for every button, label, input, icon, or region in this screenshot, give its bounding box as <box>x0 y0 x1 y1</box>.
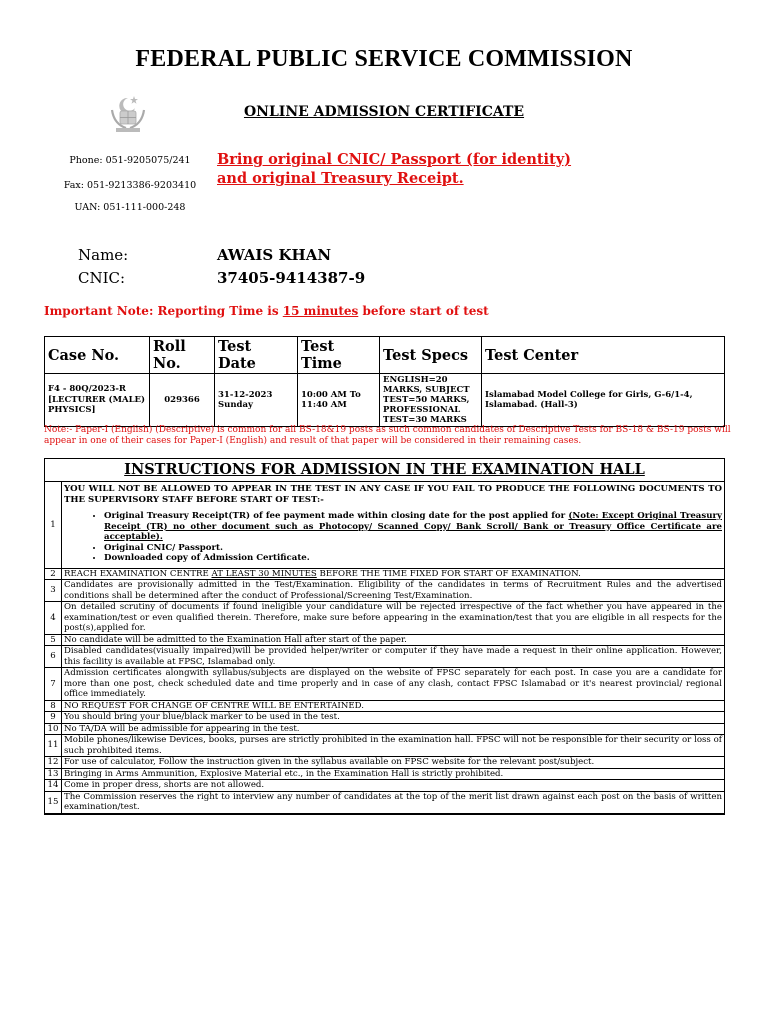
header-test-specs: Test Specs <box>380 337 482 374</box>
test-table-row <box>45 374 725 427</box>
header-case-no: Case No. <box>45 337 150 374</box>
instructions-table <box>44 458 725 815</box>
instruction-number: 2 <box>45 568 62 580</box>
treasury-receipt-note: (Note: Except Original Treasury Receipt (TR) no other document such as Photocopy/ Scanned Copy/ Bank Scroll/ Bank or Treasury Office Certificate are acceptable). <box>104 511 722 542</box>
instruction-row <box>45 700 725 712</box>
important-note-prefix: Important Note: Reporting Time is <box>44 304 283 318</box>
instruction-row <box>45 646 725 668</box>
instruction-text: You should bring your blue/black marker to be used in the test. <box>62 712 725 724</box>
instruction-2-pre: REACH EXAMINATION CENTRE <box>64 568 212 579</box>
fax-number: Fax: 051-9213386-9203410 <box>63 180 197 191</box>
instruction-row <box>45 634 725 646</box>
case-no-line: [LECTURER (MALE) <box>48 394 146 405</box>
certificate-subtitle: ONLINE ADMISSION CERTIFICATE <box>243 104 525 120</box>
test-specs-cell <box>380 374 482 427</box>
instruction-number: 14 <box>45 780 62 792</box>
instruction-row <box>45 712 725 724</box>
instruction-text: No candidate will be admitted to the Examination Hall after start of the paper. <box>62 634 725 646</box>
important-note-suffix: before start of test <box>358 304 489 318</box>
instruction-1-intro: YOU WILL NOT BE ALLOWED TO APPEAR IN THE TEST IN ANY CASE IF YOU FAIL TO PRODUCE THE FOLLOWING DOCUMENTS TO THE SUPERVISORY STAFF BEFORE START OF TEST:- <box>64 484 722 505</box>
instruction-number: 3 <box>45 580 62 602</box>
instructions-heading-row <box>45 459 725 482</box>
case-no-cell <box>45 374 150 427</box>
list-item: • Original CNIC/ Passport. <box>104 543 722 554</box>
candidate-cnic: 37405-9414387-9 <box>217 269 366 287</box>
instruction-row <box>45 668 725 701</box>
instruction-row <box>45 780 725 792</box>
name-label: Name: <box>78 246 129 264</box>
cnic-label: CNIC: <box>78 269 126 287</box>
important-note <box>44 304 489 318</box>
instruction-2-post: BEFORE THE TIME FIXED FOR START OF EXAMINATION. <box>316 568 581 579</box>
bring-notice-line1: Bring original CNIC/ Passport (for identity) <box>217 151 572 168</box>
instruction-text: Candidates are provisionally admitted in the Test/Examination. Eligibility of the candidates in terms of Recruitment Rules and the advertised conditions shall be determined after the conduct of Professional/Screening Test/Examination. <box>62 580 725 602</box>
instruction-number: 9 <box>45 712 62 724</box>
instruction-text: Come in proper dress, shorts are not allowed. <box>62 780 725 792</box>
instruction-text: No TA/DA will be admissible for appearing in the test. <box>62 723 725 735</box>
instruction-text <box>62 568 725 580</box>
instruction-number: 8 <box>45 700 62 712</box>
treasury-receipt-text: Original Treasury Receipt(TR) of fee payment made within closing date for the post applied for <box>104 511 569 521</box>
case-no-line: PHYSICS] <box>48 405 96 416</box>
test-time-cell <box>298 374 380 427</box>
header-test-date: Test Date <box>215 337 298 374</box>
instruction-text: NO REQUEST FOR CHANGE OF CENTRE WILL BE ENTERTAINED. <box>62 700 725 712</box>
test-center-line: Islamabad. (Hall-3) <box>485 400 578 410</box>
instruction-text <box>62 813 725 814</box>
page-title: FEDERAL PUBLIC SERVICE COMMISSION <box>135 46 633 72</box>
required-documents-list <box>64 511 722 564</box>
instruction-row <box>45 768 725 780</box>
test-specs-line: ENGLISH=20 <box>383 375 448 385</box>
paper-i-note: Note:- Paper-I (English) (Descriptive) is common for all BS-18&19 posts as such common candidates of Descriptive Tests for BS-18 & BS-19 posts will appear in one of their cases for Paper-I (English) and result of that paper will be considered in their remaining cases. <box>44 425 731 446</box>
instruction-number: 15 <box>45 791 62 813</box>
instruction-text: Disabled candidates(visually impaired)will be provided helper/writer or computer if they have made a request in their online application. However, this facility is available at FPSC, Islamabad only. <box>62 646 725 668</box>
instruction-text <box>62 482 725 569</box>
instruction-number: 5 <box>45 634 62 646</box>
uan-number: UAN: 051-111-000-248 <box>74 202 186 213</box>
instruction-text: For use of calculator, Follow the instruction given in the syllabus available on FPSC website for the relevant post/subject. <box>62 757 725 769</box>
instruction-row <box>45 723 725 735</box>
instruction-number <box>45 813 62 814</box>
case-no-line: F4 - 80Q/2023-R <box>48 384 126 395</box>
instruction-row <box>45 482 725 569</box>
instruction-number: 13 <box>45 768 62 780</box>
instruction-text: The Commission reserves the right to interview any number of candidates at the top of the merit list drawn against each post on the basis of written examination/test. <box>62 791 725 813</box>
instruction-number: 1 <box>45 482 62 569</box>
test-center-cell <box>482 374 725 427</box>
test-time-line: 11:40 AM <box>301 400 347 410</box>
candidate-name: AWAIS KHAN <box>217 246 332 264</box>
test-date-cell <box>215 374 298 427</box>
test-center-line: Islamabad Model College for Girls, G-6/1-4, <box>485 389 693 400</box>
instruction-row <box>45 602 725 635</box>
instruction-row <box>45 757 725 769</box>
list-item <box>104 511 722 543</box>
header-roll-no: Roll No. <box>150 337 215 374</box>
test-specs-line: PROFESSIONAL <box>383 405 461 415</box>
instruction-number: 4 <box>45 602 62 635</box>
test-day-line: Sunday <box>218 400 253 410</box>
instruction-number: 10 <box>45 723 62 735</box>
bring-documents-notice <box>217 150 571 188</box>
test-specs-line: TEST=30 MARKS <box>383 415 467 425</box>
instructions-heading: INSTRUCTIONS FOR ADMISSION IN THE EXAMINATION HALL <box>45 459 725 482</box>
header-test-center: Test Center <box>482 337 725 374</box>
header-test-time: Test Time <box>298 337 380 374</box>
instruction-text: Admission certificates alongwith syllabus/subjects are displayed on the website of FPSC separately for each post. In case you are a candidate for more than one post, check scheduled date and time properly and in case of any clash, contact FPSC Islamabad or it's nearest provincial/ regional office immediately. <box>62 668 725 701</box>
instruction-number: 7 <box>45 668 62 701</box>
important-note-highlight: 15 minutes <box>282 304 359 318</box>
instruction-2-underlined: AT LEAST 30 MINUTES <box>211 568 317 579</box>
roll-no-cell: 029366 <box>150 374 215 427</box>
instruction-row <box>45 791 725 813</box>
instruction-text: Bringing in Arms Ammunition, Explosive Material etc., in the Examination Hall is strictly prohibited. <box>62 768 725 780</box>
test-date-line: 31-12-2023 <box>218 389 273 400</box>
instruction-text: On detailed scrutiny of documents if found ineligible your candidature will be rejected irrespective of the fact whether you have appeared in the examination/test or even qualified therein. Therefore, make sure before appearing in the examination/test that you are eligible in all respects for the post(s),applied for. <box>62 602 725 635</box>
instruction-number: 11 <box>45 735 62 757</box>
instruction-row <box>45 568 725 580</box>
bring-notice-line2: and original Treasury Receipt. <box>217 170 464 187</box>
instruction-number: 6 <box>45 646 62 668</box>
test-details-table <box>44 336 725 427</box>
instruction-row <box>45 813 725 814</box>
instruction-text: Mobile phones/likewise Devices, books, purses are strictly prohibited in the examination hall. FPSC will not be responsible for their security or loss of such prohibited items. <box>62 735 725 757</box>
test-specs-line: MARKS, SUBJECT <box>383 385 470 395</box>
test-time-line: 10:00 AM To <box>301 389 361 400</box>
list-item: • Downloaded copy of Admission Certificate. <box>104 553 722 564</box>
instruction-row <box>45 735 725 757</box>
test-table-header-row <box>45 337 725 374</box>
test-specs-line: TEST=50 MARKS, <box>383 395 470 405</box>
instruction-number: 12 <box>45 757 62 769</box>
phone-number: Phone: 051-9205075/241 <box>69 155 191 166</box>
instruction-row <box>45 580 725 602</box>
